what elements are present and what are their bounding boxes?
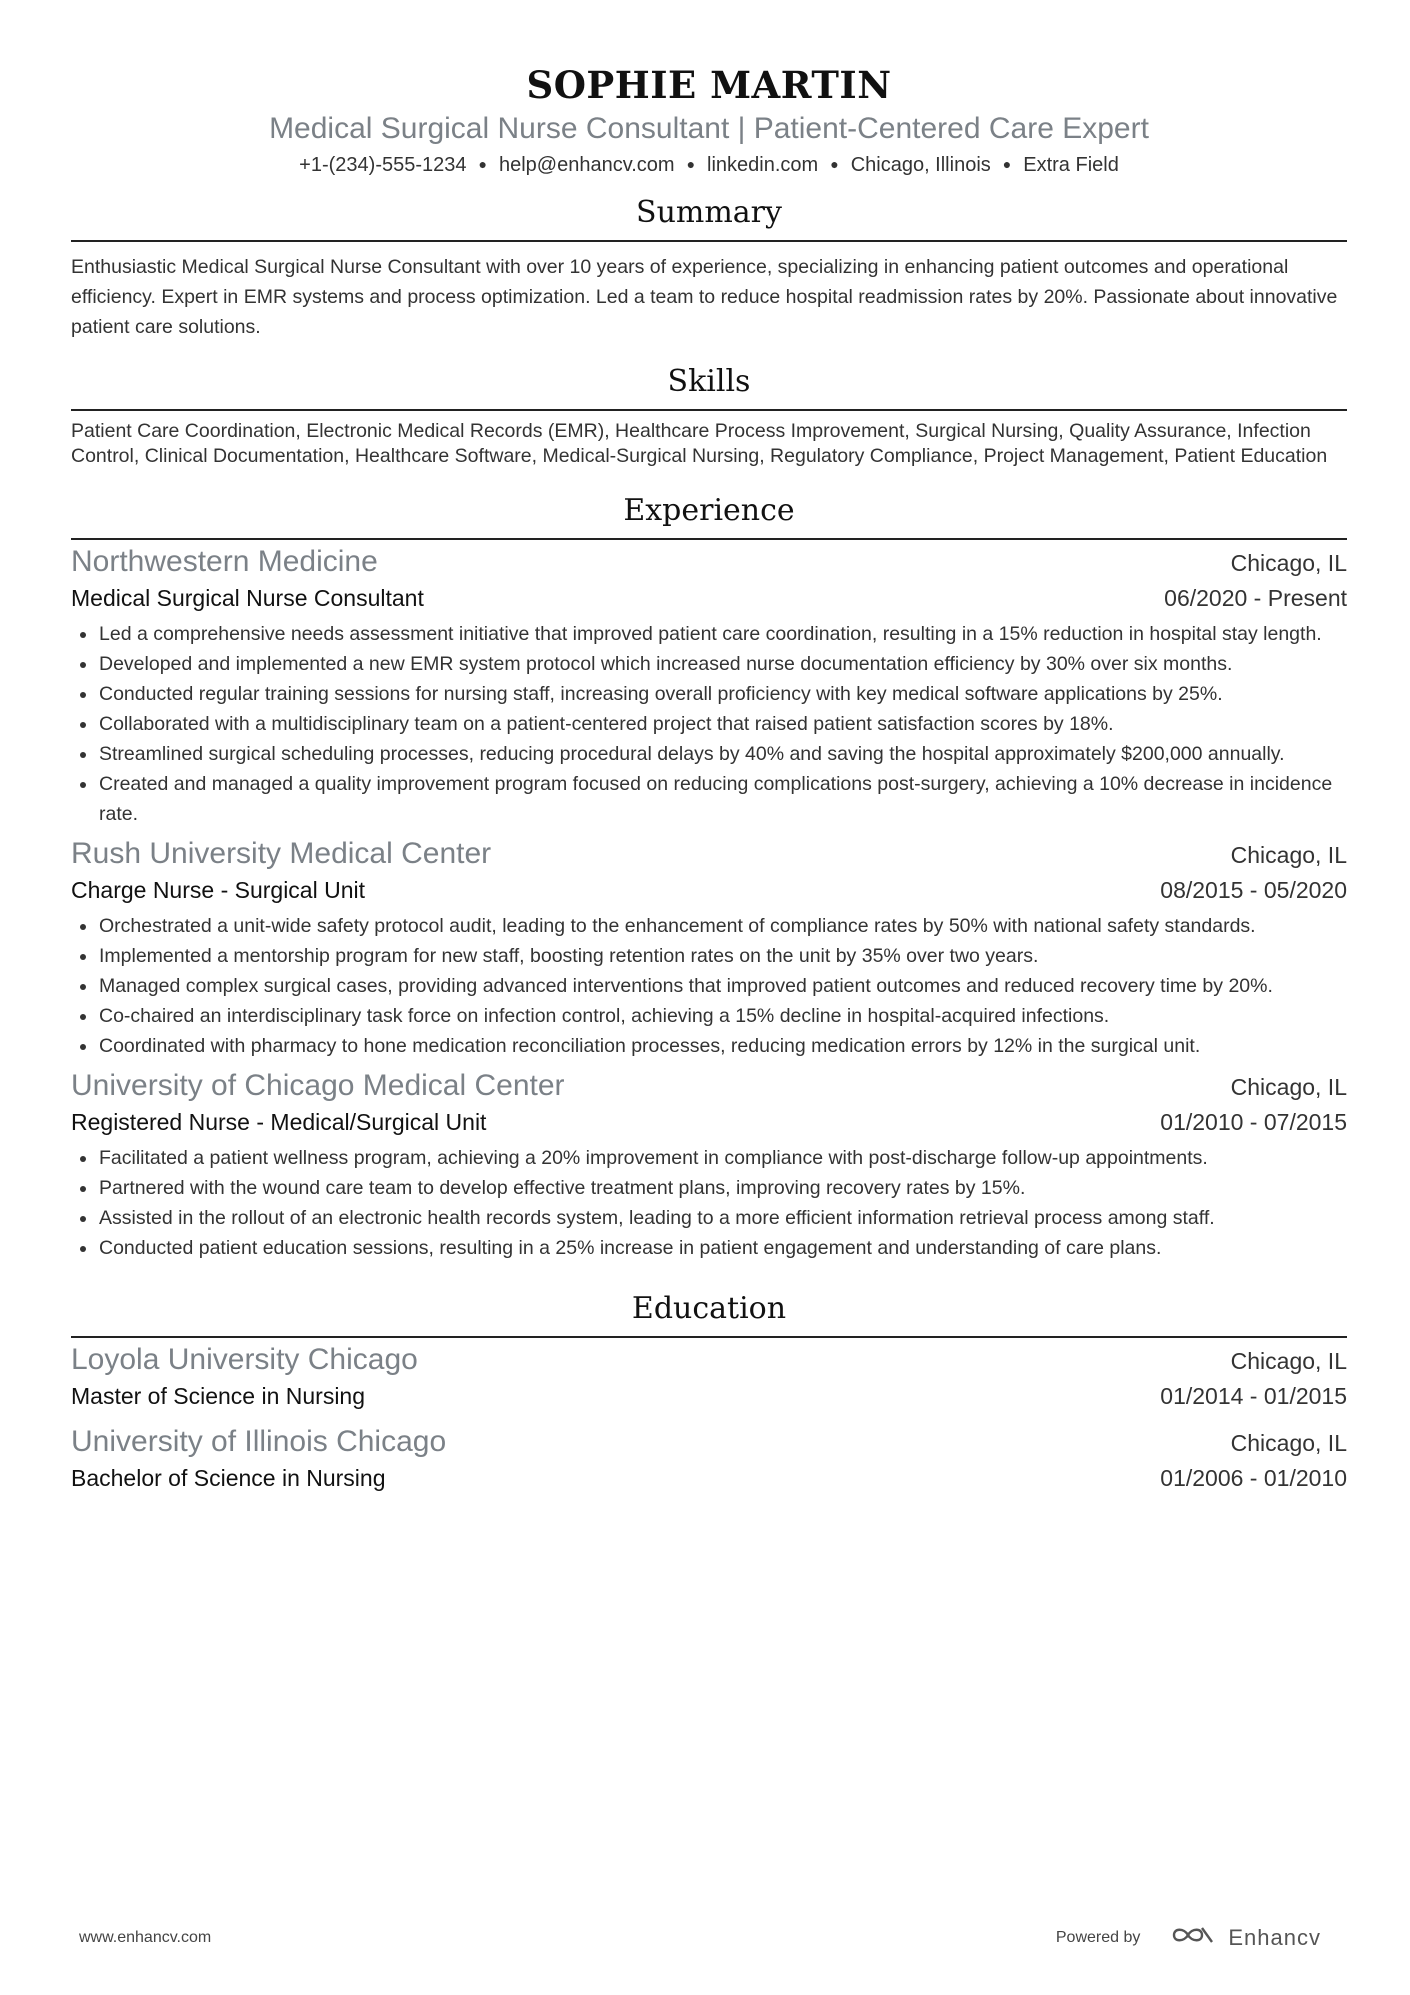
section-divider xyxy=(71,240,1347,242)
degree: Bachelor of Science in Nursing xyxy=(71,1465,386,1491)
list-item: Managed complex surgical cases, providing advanced interventions that improved patient outcomes and reduced recovery time by 20%. xyxy=(71,971,1347,1001)
job-entry xyxy=(71,835,1347,1061)
skills-section xyxy=(71,362,1347,469)
contact-linkedin[interactable]: linkedin.com xyxy=(707,154,819,176)
job-location: Chicago, IL xyxy=(1230,842,1347,868)
experience-title: Experience xyxy=(623,493,795,528)
candidate-tagline: Medical Surgical Nurse Consultant | Patient-Centered Care Expert xyxy=(269,112,1149,145)
footer-brand xyxy=(1056,1922,1321,1953)
job-location: Chicago, IL xyxy=(1230,1074,1347,1100)
list-item: Developed and implemented a new EMR system protocol which increased nurse documentation efficiency by 30% over six months. xyxy=(71,649,1347,679)
job-bullets xyxy=(71,619,1347,829)
enhancv-logo-icon xyxy=(1170,1922,1216,1953)
job-entry xyxy=(71,1067,1347,1263)
job-bullets xyxy=(71,911,1347,1061)
list-item: Created and managed a quality improvement program focused on reducing complications post-surgery, achieving a 10% decrease in incidence rate. xyxy=(71,769,1347,829)
summary-text: Enthusiastic Medical Surgical Nurse Consultant with over 10 years of experience, specializing in enhancing patient outcomes and operational efficiency. Expert in EMR systems and process optimization. Led a team to reduce hospital readmission rates by 20%. Passionate about innovative patient care solutions. xyxy=(71,256,1338,338)
job-role: Charge Nurse - Surgical Unit xyxy=(71,877,366,903)
school-name: Loyola University Chicago xyxy=(71,1343,418,1376)
job-organization: Northwestern Medicine xyxy=(71,545,378,578)
experience-section xyxy=(71,491,1347,1263)
list-item: Orchestrated a unit-wide safety protocol audit, leading to the enhancement of compliance rates by 50% with national safety standards. xyxy=(71,911,1347,941)
skills-text: Patient Care Coordination, Electronic Medical Records (EMR), Healthcare Process Improvement, Surgical Nursing, Quality Assurance, Infection Control, Clinical Documentation, Healthcare Software, Medical-Surgical Nursing, Regulatory Compliance, Project Management, Patient Education xyxy=(71,420,1328,467)
school-location: Chicago, IL xyxy=(1230,1430,1347,1456)
job-role: Registered Nurse - Medical/Surgical Unit xyxy=(71,1109,487,1135)
bullet-separator-icon: ● xyxy=(478,156,487,172)
school-dates: 01/2006 - 01/2010 xyxy=(1160,1465,1347,1491)
list-item: Conducted regular training sessions for nursing staff, increasing overall proficiency with key medical software applications by 25%. xyxy=(71,679,1347,709)
list-item: Streamlined surgical scheduling processes, reducing procedural delays by 40% and saving the hospital approximately $200,000 annually. xyxy=(71,739,1347,769)
summary-title: Summary xyxy=(636,195,782,230)
job-role: Medical Surgical Nurse Consultant xyxy=(71,585,424,611)
list-item: Partnered with the wound care team to develop effective treatment plans, improving recovery rates by 15%. xyxy=(71,1173,1347,1203)
powered-by-label: Powered by xyxy=(1055,1928,1141,1946)
bullet-separator-icon: ● xyxy=(1002,156,1012,172)
page-footer xyxy=(79,1922,1321,1953)
contact-phone[interactable]: +1-(234)-555-1234 xyxy=(299,154,467,176)
school-location: Chicago, IL xyxy=(1230,1348,1347,1374)
list-item: Co-chaired an interdisciplinary task force on infection control, achieving a 15% decline in hospital-acquired infections. xyxy=(71,1001,1347,1031)
footer-website-link[interactable]: www.enhancv.com xyxy=(79,1928,212,1946)
job-dates: 06/2020 - Present xyxy=(1164,585,1347,611)
job-dates: 01/2010 - 07/2015 xyxy=(1160,1109,1347,1135)
contact-email[interactable]: help@enhancv.com xyxy=(498,154,675,176)
bullet-separator-icon: ● xyxy=(686,156,696,172)
resume-page xyxy=(71,0,1347,1495)
education-entry xyxy=(71,1423,1347,1495)
candidate-name: SOPHIE MARTIN xyxy=(526,63,892,107)
education-entry xyxy=(71,1341,1347,1413)
school-dates: 01/2014 - 01/2015 xyxy=(1160,1383,1347,1409)
list-item: Implemented a mentorship program for new staff, boosting retention rates on the unit by 35% over two years. xyxy=(71,941,1347,971)
education-section xyxy=(71,1289,1347,1495)
bullet-separator-icon: ● xyxy=(830,156,839,172)
job-organization: Rush University Medical Center xyxy=(71,837,492,870)
list-item: Facilitated a patient wellness program, achieving a 20% improvement in compliance with post-discharge follow-up appointments. xyxy=(71,1143,1347,1173)
degree: Master of Science in Nursing xyxy=(71,1383,366,1409)
section-divider xyxy=(71,538,1347,540)
section-divider xyxy=(71,409,1347,411)
contact-extra-field: Extra Field xyxy=(1023,154,1119,176)
job-bullets xyxy=(71,1143,1347,1263)
school-name: University of Illinois Chicago xyxy=(71,1425,447,1458)
brand-name: Enhancv xyxy=(1228,1924,1321,1950)
contact-info xyxy=(71,150,1347,179)
job-organization: University of Chicago Medical Center xyxy=(71,1069,565,1102)
job-location: Chicago, IL xyxy=(1230,550,1347,576)
job-dates: 08/2015 - 05/2020 xyxy=(1160,877,1347,903)
list-item: Assisted in the rollout of an electronic health records system, leading to a more efficient information retrieval process among staff. xyxy=(71,1203,1347,1233)
section-divider xyxy=(71,1336,1347,1338)
skills-title: Skills xyxy=(667,364,751,399)
summary-section xyxy=(71,193,1347,342)
list-item: Conducted patient education sessions, resulting in a 25% increase in patient engagement and understanding of care plans. xyxy=(71,1233,1347,1263)
contact-location: Chicago, Illinois xyxy=(850,154,991,176)
list-item: Coordinated with pharmacy to hone medication reconciliation processes, reducing medication errors by 12% in the surgical unit. xyxy=(71,1031,1347,1061)
education-title: Education xyxy=(631,1291,787,1326)
job-entry xyxy=(71,543,1347,829)
list-item: Collaborated with a multidisciplinary team on a patient-centered project that raised patient satisfaction scores by 18%. xyxy=(71,709,1347,739)
list-item: Led a comprehensive needs assessment initiative that improved patient care coordination, resulting in a 15% reduction in hospital stay length. xyxy=(71,619,1347,649)
